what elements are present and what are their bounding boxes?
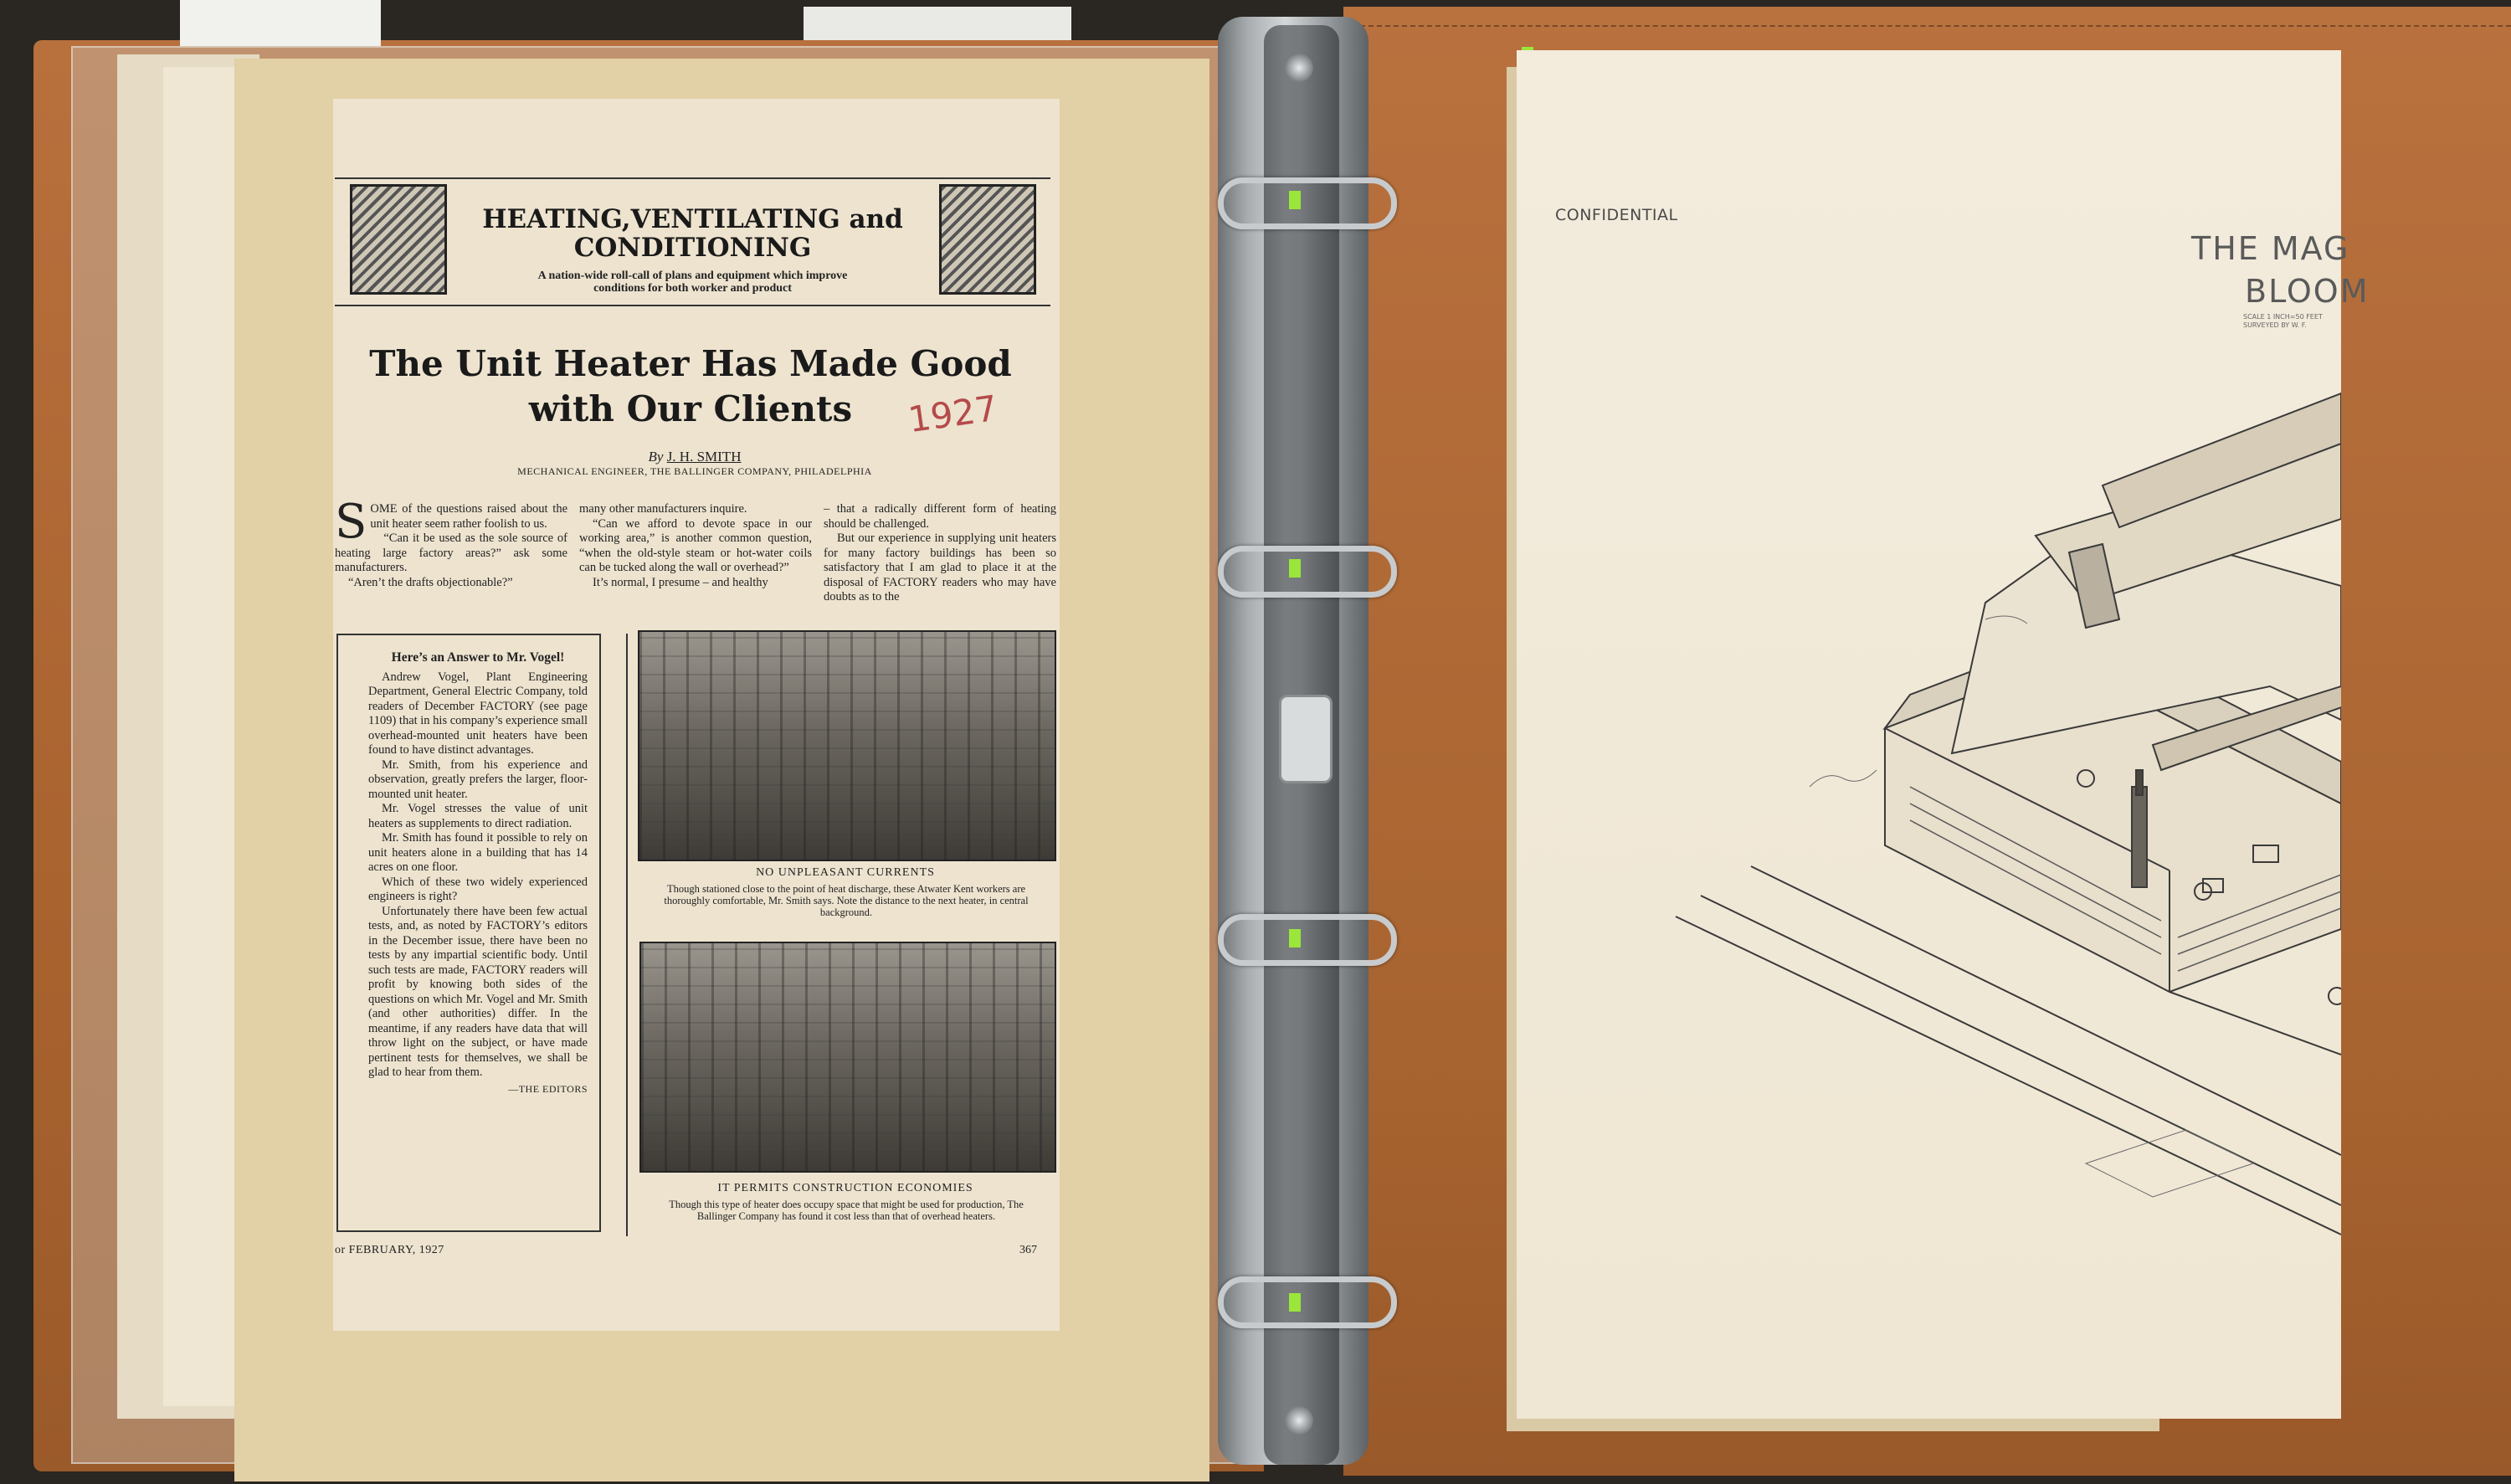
section-title-line1: HEATING,VENTILATING and [482, 204, 903, 234]
col1-paragraph-1: OME of the questions raised about the unit heater seem rather foolish to us. [370, 502, 567, 531]
header-illustration-right [939, 184, 1036, 295]
col3-paragraph-2: But our experience in supplying unit heaters for many factory buildings has been so satisfactory that I am glad to place it at the disposal of FACTORY readers who may have doubts as to the [824, 531, 1056, 603]
page-footer-date: or FEBRUARY, 1927 [335, 1244, 444, 1256]
col2-paragraph-3: It’s normal, I presume – and healthy [593, 575, 768, 589]
section-subtitle [469, 270, 917, 295]
binder-ring-4[interactable] [1218, 1276, 1397, 1328]
byline-name: J. H. SMITH [666, 449, 742, 465]
green-marker-3 [1289, 929, 1301, 947]
body-column-1 [335, 495, 567, 590]
green-marker-1 [1289, 191, 1301, 209]
rivet-top [1285, 54, 1313, 82]
headline-line1: The Unit Heater Has Made Good [369, 343, 1012, 384]
sidebar-signature: —THE EDITORS [508, 1082, 588, 1095]
factory-photo-workers [638, 630, 1056, 861]
drop-cap: S [335, 495, 367, 549]
byline-prefix: By [648, 449, 664, 465]
binder-ring-1[interactable] [1218, 177, 1397, 229]
section-subtitle-line2: conditions for both worker and product [593, 282, 792, 295]
handwritten-year-annotation: 1927 [906, 387, 1000, 441]
headline-line2: with Our Clients [528, 388, 853, 429]
body-column-2 [579, 502, 812, 590]
photo1-caption-title: NO UNPLEASANT CURRENTS [756, 866, 935, 879]
drawing-title-line1: THE MAG [2191, 230, 2350, 267]
sidebar-paragraph-3: Mr. Vogel stresses the value of unit heaters as supplements to direct radiation. [368, 802, 588, 830]
byline [469, 449, 921, 465]
header-illustration-left [350, 184, 447, 295]
col1-paragraph-2: “Can it be used as the sole source of heating large factory areas?” ask some manufacturers. [335, 531, 567, 574]
paper-tab [180, 0, 381, 46]
confidential-label: CONFIDENTIAL [1555, 206, 1678, 224]
body-column-3 [824, 502, 1056, 605]
scale-line-1: SCALE 1 INCH=50 FEET [2243, 313, 2323, 321]
drawing-title-line2: BLOOM [2245, 273, 2370, 310]
photo1-caption-text: Though stationed close to the point of heat discharge, these Atwater Kent workers are thoroughly comfortable, Mr. Smith says. Note the distance to the next heater, in central background. [664, 883, 1029, 918]
paper-tab-2 [804, 7, 1071, 40]
sidebar-paragraph-1: Andrew Vogel, Plant Engineering Department, General Electric Company, told readers of December FACTORY (see page 1109) that in his company’s experience small overhead-mounted unit heaters have been found to have distinct advantages. [368, 670, 588, 757]
sidebar-paragraph-4: Mr. Smith has found it possible to rely on unit heaters alone in a building that has 14 acres on one floor. [368, 831, 588, 874]
sidebar-paragraph-6: Unfortunately there have been few actual tests, and, as noted by FACTORY’s editors in the December issue, there have been no tests by any impartial scientific body. Until such tests are made, FACTORY readers will profit by knowing both sides of the questions on which Mr. Vogel and Mr. Smith (and other authorities) differ. In the meantime, if any readers have data that will throw light on the subject, or have made pertinent tests for themselves, we shall be glad to hear from them. [368, 904, 588, 1079]
column-rule [626, 634, 628, 1236]
spine-label-tag [1279, 695, 1333, 783]
rivet-bottom [1285, 1406, 1313, 1435]
green-marker-4 [1289, 1293, 1301, 1312]
section-title [435, 205, 950, 262]
col2-paragraph-1: many other manufacturers inquire. [579, 502, 747, 516]
scale-line-2: SURVEYED BY W. F. [2243, 321, 2307, 329]
section-title-line2: CONDITIONING [573, 233, 812, 263]
author-affiliation: MECHANICAL ENGINEER, THE BALLINGER COMPANY, PHILADELPHIA [517, 465, 872, 477]
sidebar-paragraph-2: Mr. Smith, from his experience and observation, greatly prefers the larger, floor-mounted unit heater. [368, 757, 588, 801]
binder-ring-3[interactable] [1218, 914, 1397, 966]
page-number: 367 [1019, 1244, 1037, 1256]
isometric-factory-illustration [1517, 50, 2341, 1419]
sidebar-paragraph-5: Which of these two widely experienced engineers is right? [368, 875, 588, 903]
binder-stitching [1343, 7, 2511, 27]
factory-photo-heater [639, 942, 1056, 1173]
sidebar-title: Here’s an Answer to Mr. Vogel! [391, 650, 565, 665]
photo2-caption-text: Though this type of heater does occupy space that might be used for production, The Ballinger Company has found it cost less than that of overhead heaters. [669, 1199, 1024, 1222]
photo2-caption-title: IT PERMITS CONSTRUCTION ECONOMIES [717, 1182, 973, 1194]
col2-paragraph-2: “Can we afford to devote space in our working area,” is another common question, “when the old-style steam or hot-water coils can be tucked along the wall or overhead?” [579, 516, 812, 574]
green-marker-2 [1289, 559, 1301, 578]
col1-paragraph-3: “Aren’t the drafts objectionable?” [348, 575, 513, 589]
col3-paragraph-1: – that a radically different form of heating should be challenged. [824, 502, 1056, 531]
section-subtitle-line1: A nation-wide roll-call of plans and equipment which improve [537, 270, 848, 282]
editors-sidebar-box [336, 634, 601, 1232]
binder-ring-2[interactable] [1218, 546, 1397, 598]
